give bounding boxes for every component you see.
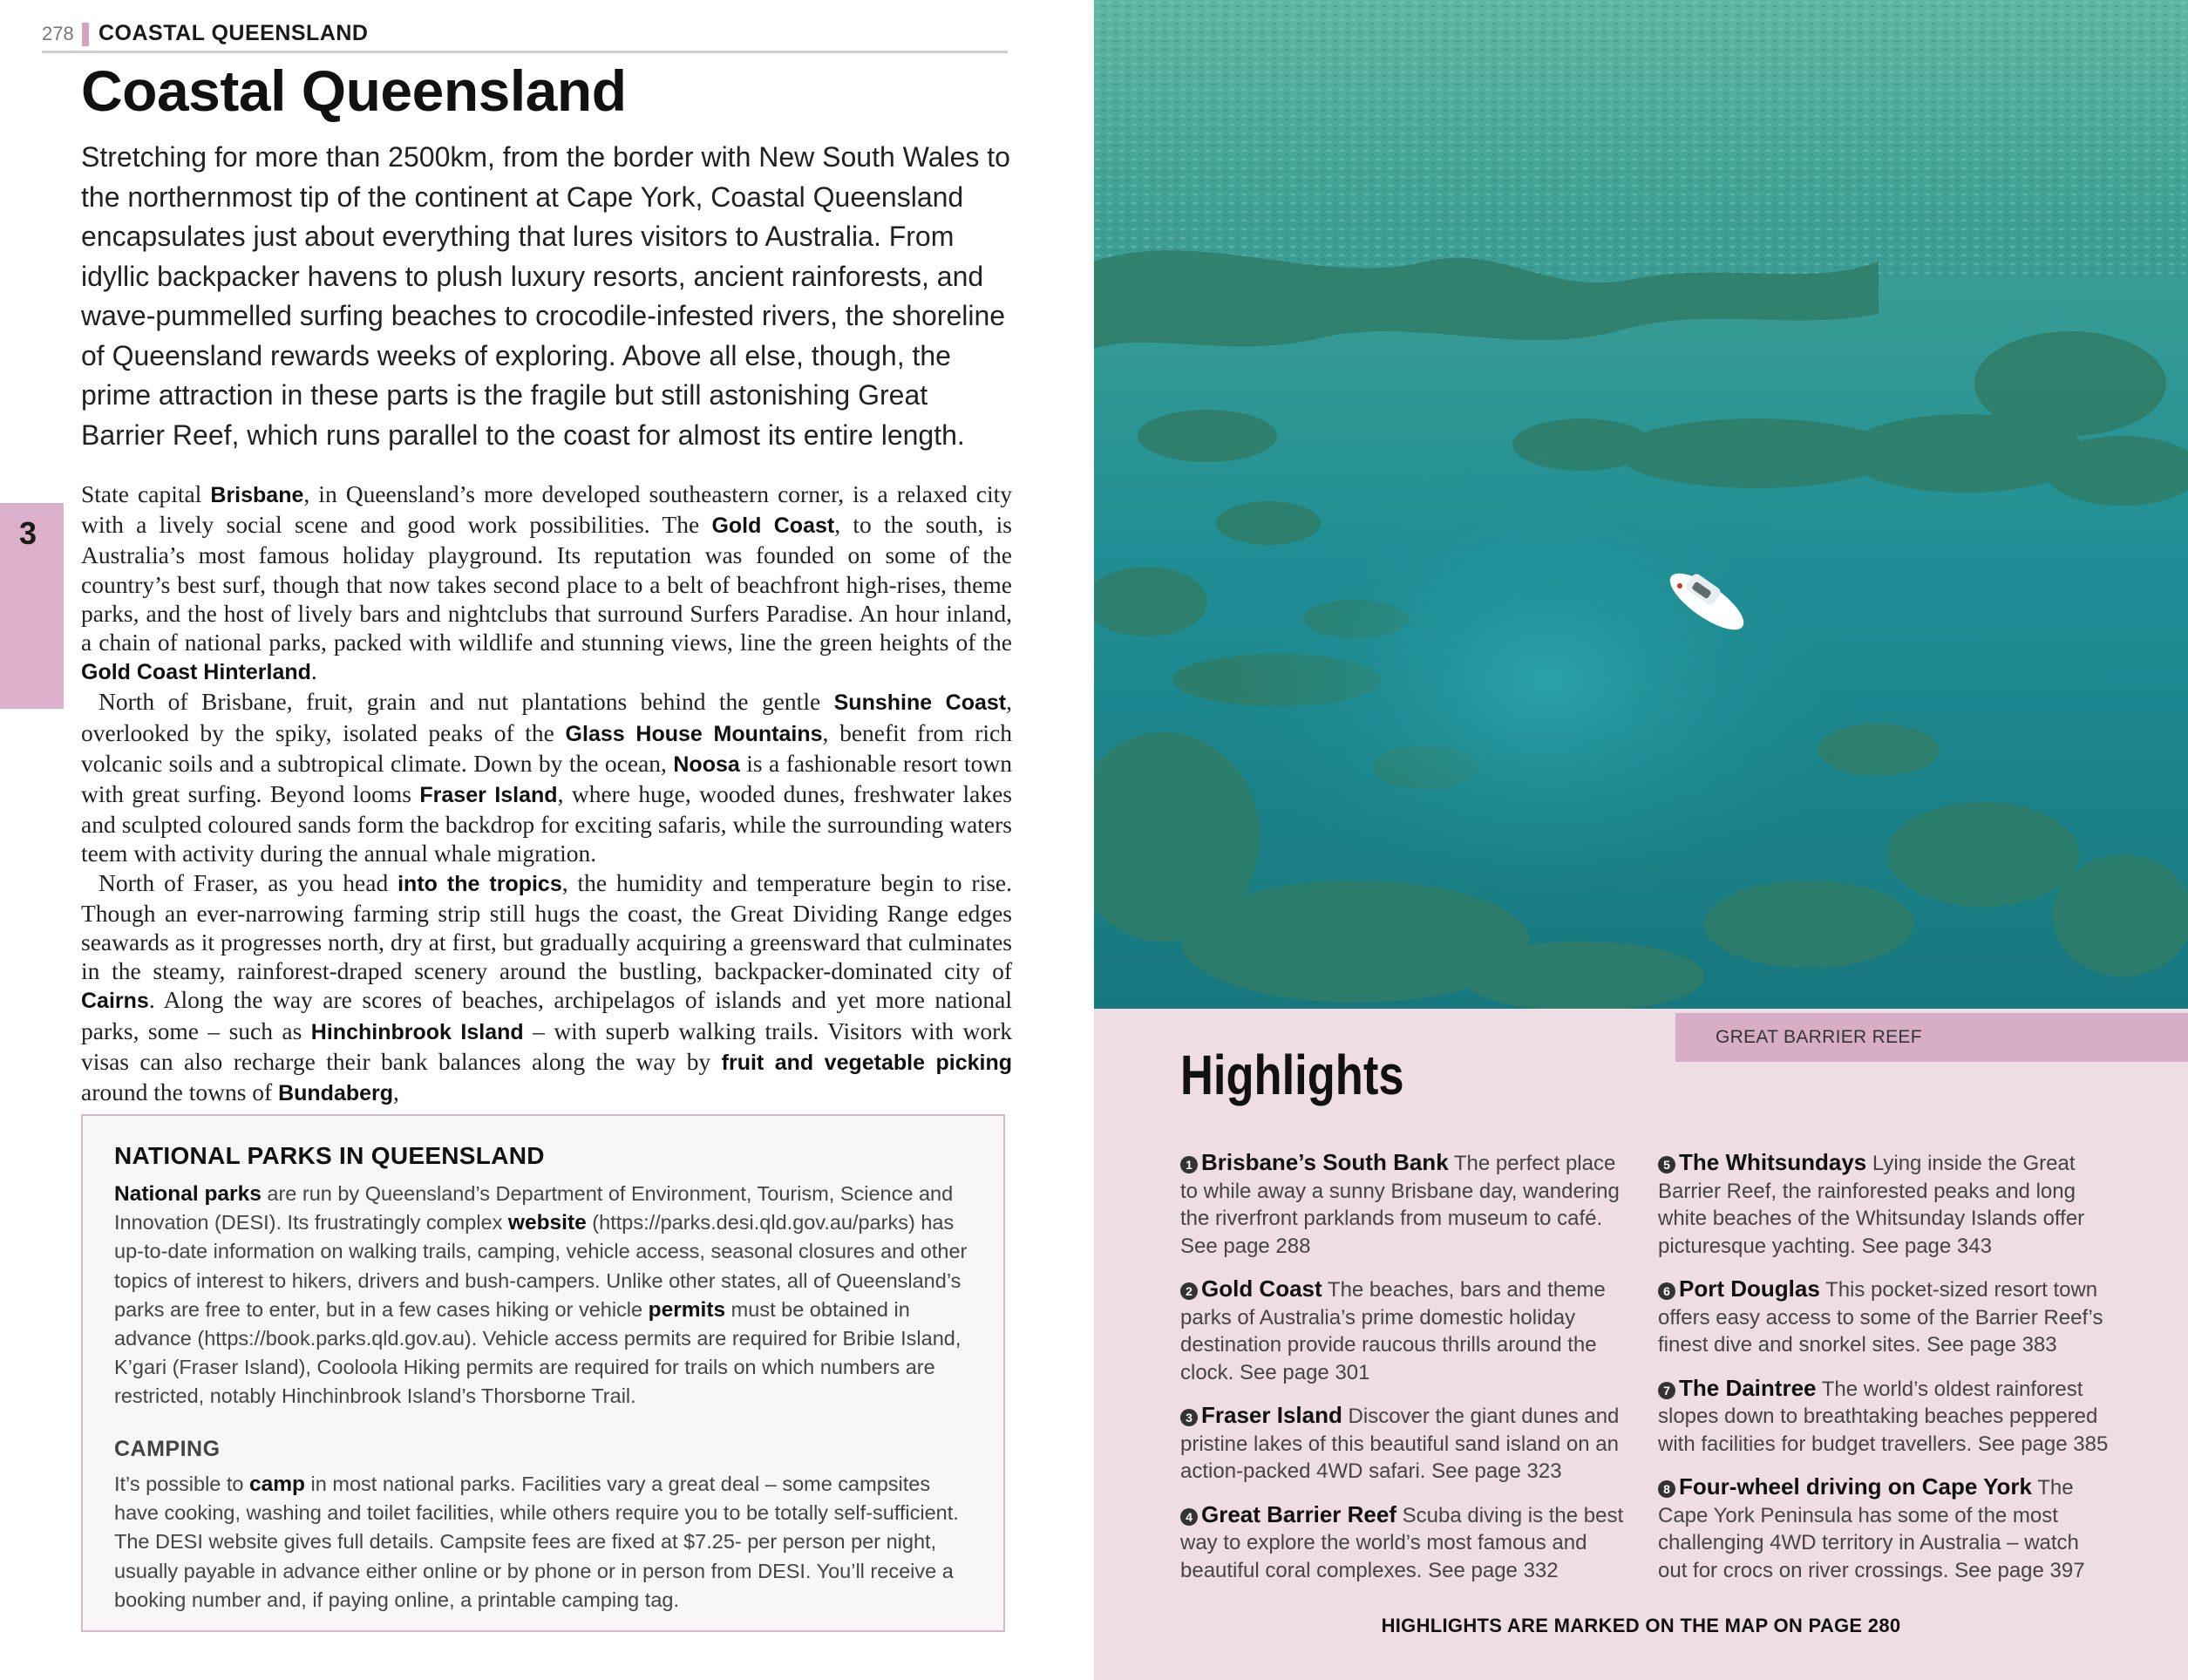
highlight-item [1658,1275,2111,1359]
highlights-column-right [1658,1149,2111,1600]
number-badge-icon: 3 [1180,1409,1198,1426]
highlights-title: Highlights [1180,1044,1404,1106]
highlight-text: The beaches, bars and theme parks of Australia’s prime domestic holiday destination provide raucous thrills around the clock. See page 301 [1180,1278,1606,1384]
highlight-item [1180,1275,1634,1386]
highlight-name: The Daintree [1679,1374,1817,1401]
body-paragraph [81,868,1012,1109]
text-run: around the towns of [81,1078,279,1106]
keyword: Sunshine Coast [833,690,1007,716]
keyword: permits [648,1297,726,1322]
text-run: North of Fraser, as you head [99,868,398,896]
keyword: Gold Coast Hinterland [81,660,311,685]
text-run: , overlooked by the spiky, isolated peaks of the [81,688,1012,746]
boxout-subheading: CAMPING [114,1437,221,1461]
photo-caption-text: GREAT BARRIER REEF [1716,1027,1922,1047]
highlight-name: Port Douglas [1679,1275,1820,1302]
highlight-text: Discover the giant dunes and pristine lakes of this beautiful sand island on an action-packed 4WD safari. See page 323 [1180,1405,1620,1483]
chapter-tab [0,503,64,709]
text-run: State capital [81,480,211,507]
right-page [1094,0,2188,1680]
keyword: Bundaberg [278,1081,394,1106]
keyword: Glass House Mountains [565,721,823,746]
keyword: Fraser Island [419,783,558,808]
keyword: Hinchinbrook Island [310,1019,524,1044]
number-badge-icon: 7 [1658,1382,1675,1399]
text-run: (https://parks.desi.qld.gov.au/parks) has up-to-date information on walking trails, camping, vehicle access, seasonal closures and other topics of interest to hikers, drivers and bush-campers. Unlike other states, all of Queensland’s parks are free to enter, but in a few cases hiking or vehicle [114,1211,968,1321]
boxout-paragraph [114,1180,977,1411]
highlight-item [1180,1149,1634,1260]
keyword: website [507,1211,587,1235]
keyword: fruit and vegetable picking [721,1050,1012,1075]
keyword: camp [249,1473,306,1496]
text-run: North of Brisbane, fruit, grain and nut plantations behind the gentle [99,688,834,716]
text-run: , in Queensland’s more developed southeastern corner, is a relaxed city with a lively social scene and good work possibilities. The [81,480,1012,539]
boxout-heading: NATIONAL PARKS IN QUEENSLAND [114,1142,545,1169]
text-run: , to the south, is Australia’s most famous holiday playground. Its reputation was founded on some of the country’s best surf, though that now takes second place to a belt of beachfront high-rises, theme parks, and the host of lively bars and nightclubs that surround Surfers Paradise. An hour inland, a chain of national parks, packed with wildlife and stunning views, line the green heights of the [81,511,1012,656]
photo-caption [1675,1013,2188,1062]
text-run: in most national parks. Facilities vary a great deal – some campsites have cooking, washing and toilet facilities, while others require you to be totally self-sufficient. The DESI website gives full details. Campsite fees are fixed at $7.25- per person per night, usually payable in advance either online or by phone or in person from DESI. You’ll receive a booking number and, if paying online, a printable camping tag. [114,1473,959,1611]
highlight-text: Scuba diving is the best way to explore the world’s most famous and beautiful coral complexes. See page 332 [1180,1503,1624,1582]
national-parks-boxout [81,1114,1005,1632]
keyword: Noosa [673,752,740,777]
body-paragraph [81,687,1012,867]
running-head-accent [82,23,89,46]
reef-photo-image [1094,0,2188,1009]
number-badge-icon: 6 [1658,1282,1675,1300]
page-number: 278 [42,23,74,44]
highlight-name: Brisbane’s South Bank [1201,1149,1449,1175]
body-text [81,480,1012,1108]
keyword: Brisbane [210,483,304,507]
text-run: , benefit from rich volcanic soils and a subtropical climate. Down by the ocean, [81,718,1013,777]
chapter-number: 3 [18,515,37,551]
highlight-name: Fraser Island [1201,1402,1342,1428]
highlights-footer: HIGHLIGHTS ARE MARKED ON THE MAP ON PAGE 280 [1381,1615,1901,1636]
highlight-name: Four-wheel driving on Cape York [1679,1473,2032,1500]
body-paragraph [81,480,1012,687]
text-run: , where huge, wooded dunes, freshwater lakes and sculpted coloured sands form the backdrop for exciting safaris, while the surrounding waters teem with activity during the annual whale migration. [81,780,1012,867]
number-badge-icon: 8 [1658,1480,1675,1498]
reef-photo [1094,0,2188,1009]
text-run: , [393,1078,399,1106]
highlight-text: This pocket-sized resort town offers easy access to some of the Barrier Reef’s finest dive and snorkel sites. See page 383 [1658,1278,2103,1357]
number-badge-icon: 4 [1180,1508,1198,1526]
highlight-item [1658,1375,2111,1459]
highlight-item [1658,1473,2111,1584]
keyword: into the tropics [398,871,562,896]
keyword: Cairns [81,989,149,1014]
text-run: – with superb walking trails. Visitors with work visas can also recharge their bank balances along the way by [81,1017,1013,1075]
highlights-column-left [1180,1149,1634,1600]
running-head [42,19,1008,53]
text-run: is a fashionable resort town with great surfing. Beyond looms [81,749,1012,808]
highlight-item [1180,1402,1634,1486]
highlight-text: The world’s oldest rainforest slopes down to breathtaking beaches peppered with facilities for budget travellers. See page 385 [1658,1377,2109,1456]
text-run: It’s possible to [114,1473,250,1495]
text-run: , the humidity and temperature begin to rise. Though an ever-narrowing farming strip still hugs the coast, the Great Dividing Range edges seawards as it progresses north, dry at first, but gradually acquiring a greensward that culminates in the steamy, rainforest-draped scenery around the bustling, backpacker-dominated city of [81,868,1012,985]
highlight-name: The Whitsundays [1679,1149,1867,1175]
text-run: are run by Queensland’s Department of Environment, Tourism, Science and Innovation (DESI). Its frustratingly complex [114,1182,954,1234]
highlight-name: Great Barrier Reef [1201,1500,1396,1527]
number-badge-icon: 1 [1180,1156,1198,1173]
text-run: . Along the way are scores of beaches, archipelagos of islands and yet more national parks, some – such as [81,986,1012,1044]
number-badge-icon: 5 [1658,1156,1675,1173]
number-badge-icon: 2 [1180,1282,1198,1300]
highlight-text: The Cape York Peninsula has some of the most challenging 4WD territory in Australia – watch out for crocs on river crossings. See page 397 [1658,1476,2085,1582]
highlight-name: Gold Coast [1201,1275,1322,1302]
highlight-item [1180,1501,1634,1585]
intro-paragraph: Stretching for more than 2500km, from the border with New South Wales to the northernmost tip of the continent at Cape York, Coastal Queensland encapsulates just about everything that lures visitors to Australia. From idyllic backpacker havens to plush luxury resorts, ancient rainforests, and wave-pummelled surfing beaches to crocodile-infested rivers, the shoreline of Queensland rewards weeks of exploring. Above all else, though, the prime attraction in these parts is the fragile but still astonishing Great Barrier Reef, which runs parallel to the coast for almost its entire length. [81,141,1010,451]
text-run: . [310,657,317,685]
boxout-paragraph [114,1470,977,1615]
keyword: Gold Coast [711,514,835,539]
page-title: Coastal Queensland [81,58,627,123]
text-run: must be obtained in advance (https://book.parks.qld.gov.au). Vehicle access permits are required for Bribie Island, K’gari (Fraser Island), Cooloola Hiking permits are required for trails on which numbers are restricted, notably Hinchinbrook Island’s Thorsborne Trail. [114,1297,961,1408]
highlight-text: Lying inside the Great Barrier Reef, the rainforested peaks and long white beaches of the Whitsunday Islands offer picturesque yachting. See page 343 [1658,1152,2085,1258]
keyword: National parks [114,1182,262,1206]
highlight-item [1658,1149,2111,1260]
highlight-text: The perfect place to while away a sunny Brisbane day, wandering the riverfront parklands from museum to café. See page 288 [1180,1152,1620,1258]
running-head-title: COASTAL QUEENSLAND [99,21,369,45]
